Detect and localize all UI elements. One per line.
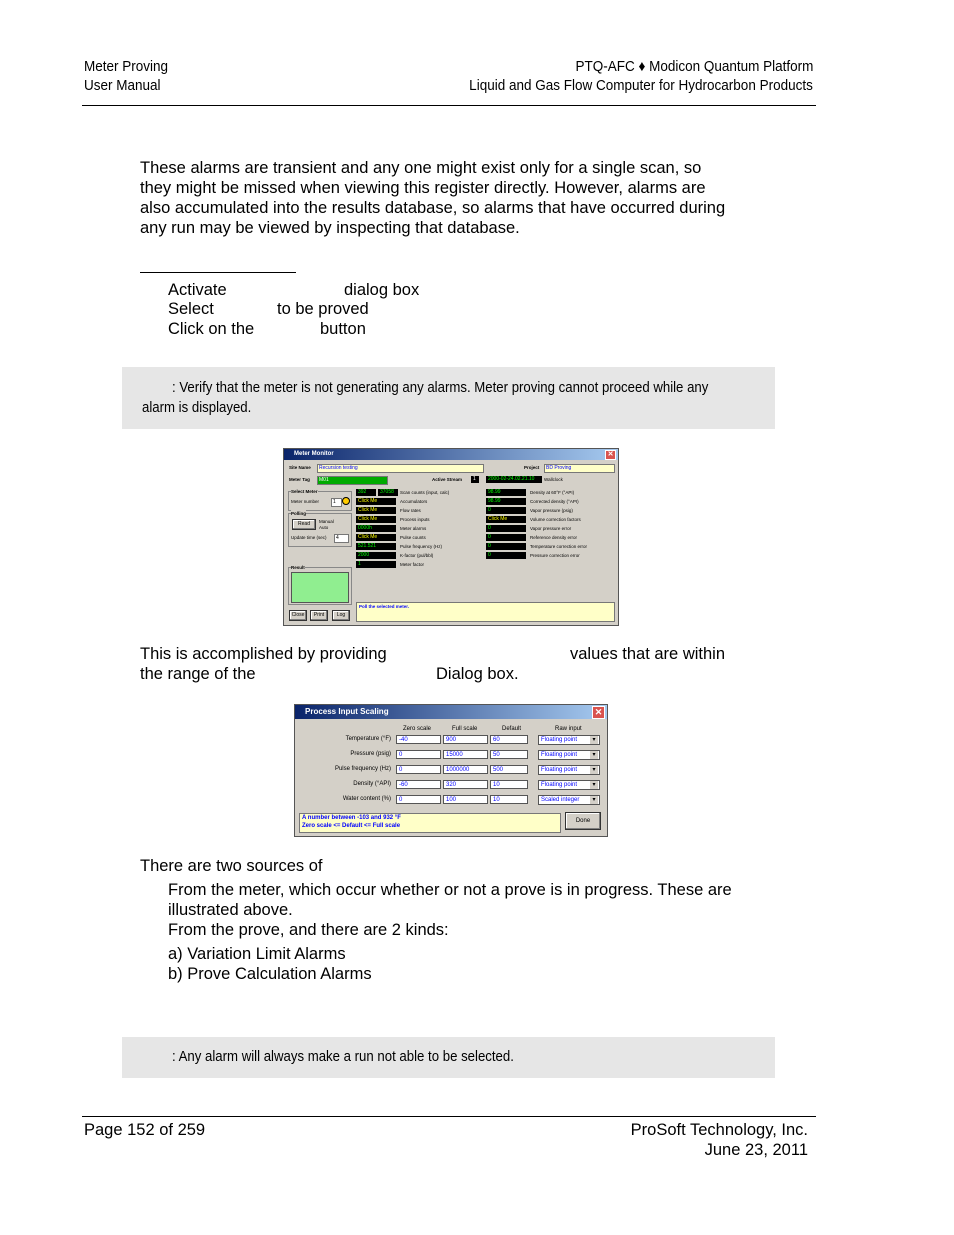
step-3-end: button bbox=[320, 320, 366, 338]
meter-value-label: Volume correction factors bbox=[530, 517, 581, 522]
raw-input-dropdown[interactable]: Floating point ▾ bbox=[538, 780, 600, 790]
para-line: the range of the bbox=[140, 665, 256, 683]
sublist-item-b: b) Prove Calculation Alarms bbox=[168, 965, 372, 983]
zero-scale-field[interactable]: 0 bbox=[396, 750, 441, 759]
list-item: illustrated above. bbox=[168, 901, 293, 919]
note-box bbox=[122, 367, 775, 429]
meter-value-label: K-factor (pul/bbl) bbox=[400, 553, 434, 558]
header-product: PTQ-AFC ♦ Modicon Quantum Platform bbox=[575, 58, 813, 75]
raw-input-dropdown[interactable]: Scaled integer ▾ bbox=[538, 795, 600, 805]
update-time-field[interactable]: 4 bbox=[334, 534, 349, 543]
intro-paragraph bbox=[140, 158, 725, 238]
project-field[interactable]: BD Proving bbox=[544, 464, 615, 473]
result-indicator bbox=[291, 572, 349, 603]
para-line-end: values that are within bbox=[570, 645, 726, 663]
meter-value: 37058 bbox=[378, 489, 398, 496]
meter-value: 2000 bbox=[356, 552, 396, 559]
meter-value[interactable]: Click Me bbox=[356, 534, 396, 541]
meter-value-label: Corrected density (°API) bbox=[530, 499, 579, 504]
meter-value: 521.521 bbox=[356, 543, 396, 550]
footer-rule bbox=[82, 1116, 816, 1117]
site-name-label: Site Name bbox=[289, 465, 311, 470]
note-line: : Verify that the meter is not generating any alarms. Meter proving cannot proceed while any bbox=[172, 379, 709, 396]
auto-radio[interactable]: Auto bbox=[319, 525, 329, 530]
sources-intro: There are two sources of bbox=[140, 857, 323, 875]
meter-value[interactable]: Click Me bbox=[356, 498, 396, 505]
meter-value-label: Temperature correction error bbox=[530, 544, 588, 549]
header-rule bbox=[82, 105, 816, 106]
meter-value[interactable]: Click Me bbox=[356, 516, 396, 523]
scaling-row-label: Pressure (psig) bbox=[350, 751, 391, 757]
spinner-icon[interactable] bbox=[342, 497, 350, 505]
zero-scale-field[interactable]: -60 bbox=[396, 780, 441, 789]
meter-value-label: Pulse frequency (Hz) bbox=[400, 544, 443, 549]
step-1 bbox=[168, 280, 227, 300]
project-label: Project bbox=[524, 465, 540, 470]
process-input-scaling-dialog bbox=[294, 704, 608, 837]
result-label: Result bbox=[291, 565, 305, 570]
page-number: Page 152 of 259 bbox=[84, 1121, 206, 1139]
footer-company: ProSoft Technology, Inc. bbox=[630, 1121, 808, 1139]
col-raw-input: Raw input bbox=[555, 726, 582, 732]
meter-value-label: Density at 60°F (°API) bbox=[530, 490, 575, 495]
print-button[interactable]: Print bbox=[310, 610, 328, 621]
sources-item-1 bbox=[168, 880, 732, 940]
close-icon[interactable]: ✕ bbox=[592, 706, 605, 719]
wallclock-label: Wallclock bbox=[544, 477, 563, 482]
done-button[interactable]: Done bbox=[565, 812, 601, 830]
intro-line: any run may be viewed by inspecting that database. bbox=[140, 219, 520, 237]
intro-line: also accumulated into the results database, so alarms that have occurred during bbox=[140, 199, 726, 217]
step-1-end: dialog box bbox=[344, 281, 420, 299]
para-line: This is accomplished by providing bbox=[140, 645, 387, 663]
meter-value-label: Meter factor bbox=[400, 562, 425, 567]
status-text: Poll the selected meter. bbox=[359, 604, 410, 609]
meter-value: 392 bbox=[356, 489, 376, 496]
full-scale-field[interactable]: 900 bbox=[443, 735, 488, 744]
list-item: From the prove, and there are 2 kinds: bbox=[168, 921, 449, 939]
active-stream-value: 1 bbox=[471, 476, 479, 483]
close-button[interactable]: Close bbox=[289, 610, 307, 621]
full-scale-field[interactable]: 1000000 bbox=[443, 765, 488, 774]
dialog-title: Process Input Scaling bbox=[305, 707, 389, 716]
step-text: Activate bbox=[168, 281, 227, 299]
polling-group bbox=[288, 513, 352, 547]
meter-value[interactable]: Click Me bbox=[486, 516, 526, 523]
meter-value: 0 bbox=[486, 534, 526, 541]
section-heading-underline bbox=[140, 272, 296, 273]
scaling-row-label: Density (°API) bbox=[353, 781, 391, 787]
result-group bbox=[288, 567, 352, 605]
raw-input-dropdown[interactable]: Floating point ▾ bbox=[538, 750, 600, 760]
meter-tag-field: M01 bbox=[317, 476, 388, 485]
meter-value-label: Scan counts (input, calc) bbox=[400, 490, 450, 495]
col-default: Default bbox=[502, 726, 522, 732]
meter-tag-label: Meter Tag bbox=[289, 477, 310, 482]
header-doc-subtitle: User Manual bbox=[84, 77, 161, 94]
col-full-scale: Full scale bbox=[452, 726, 478, 732]
raw-input-dropdown[interactable]: Floating point ▾ bbox=[538, 735, 600, 745]
manual-radio[interactable]: Manual bbox=[319, 519, 334, 524]
meter-value: 1 bbox=[356, 561, 396, 568]
hint-area bbox=[299, 813, 561, 833]
meter-value-label: Vapor pressure (psig) bbox=[530, 508, 573, 513]
polling-label: Polling bbox=[291, 511, 306, 516]
dialog-title: Meter Monitor bbox=[294, 451, 334, 457]
default-field[interactable]: 10 bbox=[490, 780, 528, 789]
intro-line: they might be missed when viewing this register directly. However, alarms are bbox=[140, 179, 706, 197]
meter-value[interactable]: Click Me bbox=[356, 507, 396, 514]
site-name-field[interactable]: Recursion testing bbox=[317, 464, 484, 473]
scaling-row-label: Water content (%) bbox=[342, 796, 391, 802]
meter-value-label: Process inputs bbox=[400, 517, 430, 522]
close-icon[interactable]: ✕ bbox=[605, 450, 616, 460]
update-time-label: Update time (sec) bbox=[291, 535, 327, 540]
step-3: Click on the bbox=[168, 320, 255, 338]
meter-value: 0 bbox=[486, 543, 526, 550]
default-field[interactable]: 10 bbox=[490, 795, 528, 804]
log-button[interactable]: Log bbox=[332, 610, 350, 621]
step-2: Select bbox=[168, 300, 214, 318]
read-button[interactable]: Read bbox=[292, 519, 316, 530]
col-zero-scale: Zero scale bbox=[403, 726, 432, 732]
meter-value-label: Pressure correction error bbox=[530, 553, 580, 558]
meter-value: 0000h bbox=[356, 525, 396, 532]
intro-line: These alarms are transient and any one might exist only for a single scan, so bbox=[140, 159, 702, 177]
default-field[interactable]: 50 bbox=[490, 750, 528, 759]
default-field[interactable]: 500 bbox=[490, 765, 528, 774]
active-stream-label: Active Stream bbox=[432, 477, 463, 482]
meter-number-field[interactable]: 1 bbox=[331, 498, 342, 507]
meter-monitor-dialog bbox=[283, 448, 619, 626]
scaling-row-label: Temperature (°F) bbox=[345, 736, 391, 742]
zero-scale-field[interactable]: -40 bbox=[396, 735, 441, 744]
meter-value-label: Accumulators bbox=[400, 499, 428, 504]
zero-scale-field[interactable]: 0 bbox=[396, 795, 441, 804]
full-scale-field[interactable]: 15000 bbox=[443, 750, 488, 759]
note-line: : Any alarm will always make a run not able to be selected. bbox=[172, 1048, 514, 1065]
header-product-desc: Liquid and Gas Flow Computer for Hydrocarbon Products bbox=[469, 77, 813, 94]
raw-input-dropdown[interactable]: Floating point ▾ bbox=[538, 765, 600, 775]
list-item: From the meter, which occur whether or not a prove is in progress. These are bbox=[168, 881, 732, 899]
meter-value-label: Flow rates bbox=[400, 508, 421, 513]
meter-number-label: Meter number bbox=[291, 499, 320, 504]
dialog-titlebar bbox=[295, 705, 607, 719]
scaling-row-label: Pulse frequency (Hz) bbox=[334, 766, 391, 772]
full-scale-field[interactable]: 320 bbox=[443, 780, 488, 789]
note-box bbox=[122, 1037, 775, 1078]
sublist-item-a: a) Variation Limit Alarms bbox=[168, 945, 346, 963]
meter-value: 0 bbox=[486, 525, 526, 532]
meter-value: 0 bbox=[486, 507, 526, 514]
dialog-titlebar bbox=[284, 449, 618, 460]
status-area bbox=[356, 602, 615, 622]
select-meter-group bbox=[288, 491, 352, 511]
meter-value-label: Vapor pressure error bbox=[530, 526, 572, 531]
step-2-end: to be proved bbox=[277, 300, 369, 318]
meter-value-label: Reference density error bbox=[530, 535, 578, 540]
note-line: alarm is displayed. bbox=[142, 399, 252, 416]
meter-value-label: Meter alarms bbox=[400, 526, 427, 531]
hint-line: A number between -103 and 932 °F bbox=[302, 815, 401, 821]
wallclock-value: 2000-02-24.02.21.10 bbox=[486, 476, 542, 483]
zero-scale-field[interactable]: 0 bbox=[396, 765, 441, 774]
default-field[interactable]: 60 bbox=[490, 735, 528, 744]
meter-value: 98.99 bbox=[486, 489, 526, 496]
meter-value-label: Pulse counts bbox=[400, 535, 426, 540]
para-line-end: Dialog box. bbox=[436, 665, 519, 683]
meter-value: 98.99 bbox=[486, 498, 526, 505]
header-doc-title: Meter Proving bbox=[84, 58, 169, 75]
select-meter-label: Select Meter bbox=[291, 489, 318, 494]
meter-value: 0 bbox=[486, 552, 526, 559]
full-scale-field[interactable]: 100 bbox=[443, 795, 488, 804]
footer-date: June 23, 2011 bbox=[704, 1141, 808, 1159]
hint-line: Zero scale <= Default <= Full scale bbox=[302, 823, 401, 829]
